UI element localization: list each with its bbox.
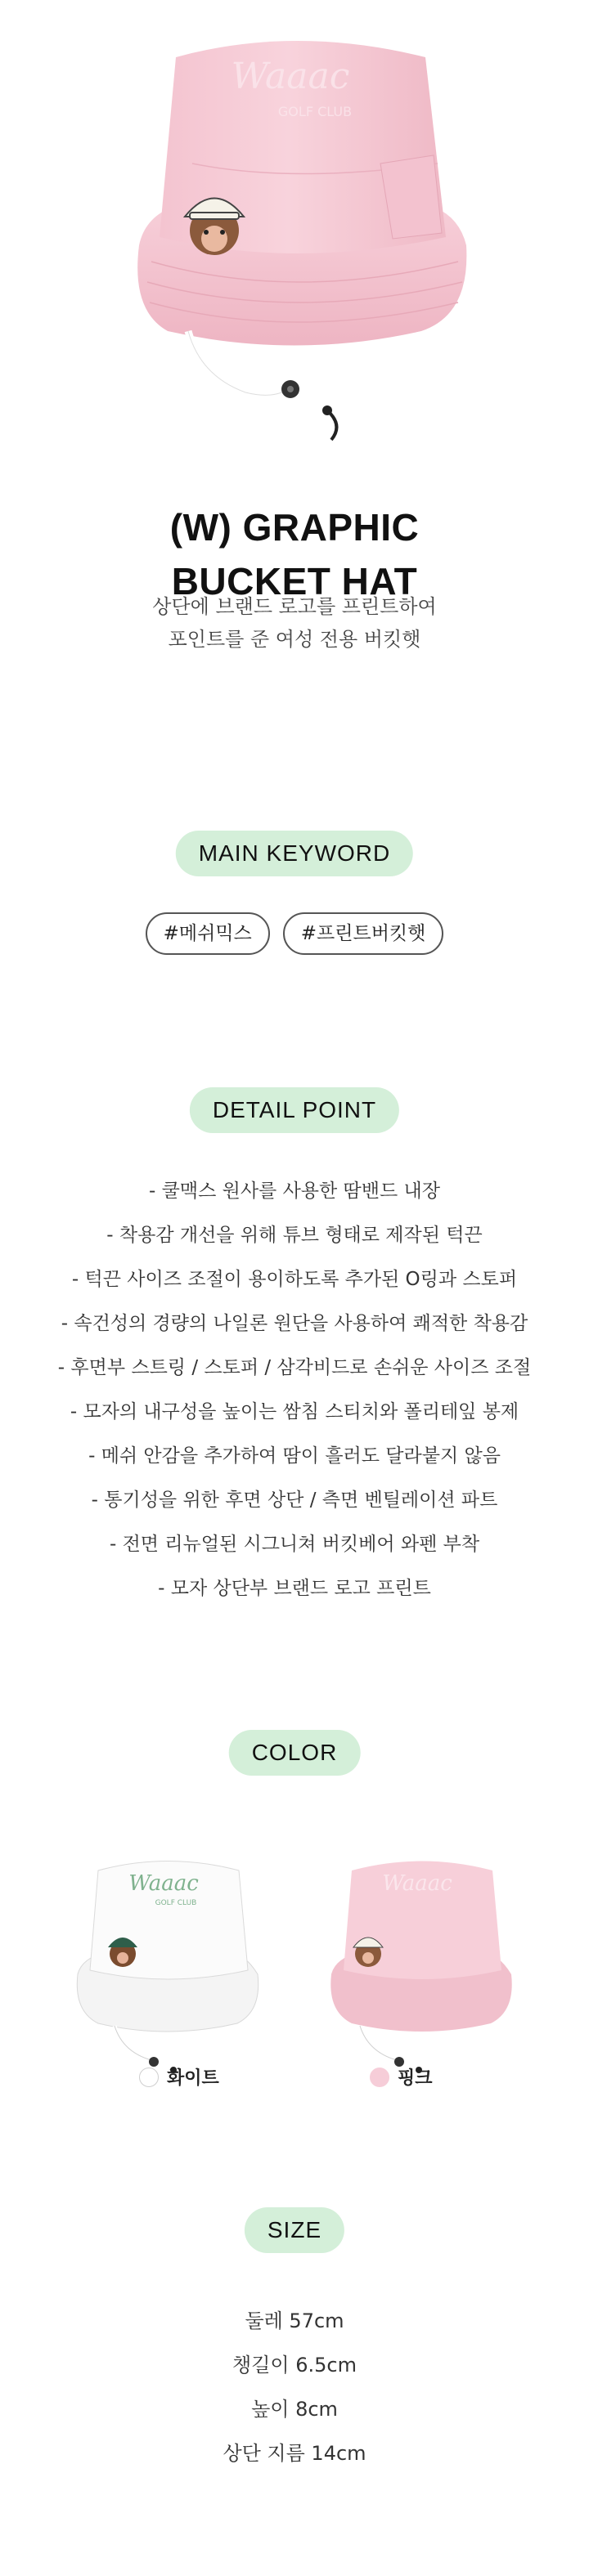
product-subtitle xyxy=(0,590,589,656)
color-option-pink xyxy=(370,2064,433,2090)
detail-line: - 모자의 내구성을 높이는 쌈침 스티치와 폴리테잎 봉제 xyxy=(70,1401,519,1422)
svg-text:GOLF CLUB: GOLF CLUB xyxy=(155,1899,197,1907)
detail-line: - 턱끈 사이즈 조절이 용이하도록 추가된 O링과 스토퍼 xyxy=(71,1269,518,1290)
size-heading: SIZE xyxy=(245,2207,344,2253)
keyword-tag-mesh-mix: #메쉬믹스 xyxy=(146,912,270,955)
white-hat-image xyxy=(77,1861,258,2074)
color-option-label: 핑크 xyxy=(398,2068,433,2089)
main-keyword-heading: MAIN KEYWORD xyxy=(176,831,413,876)
detail-point-list xyxy=(0,1169,589,1611)
pink-hat-image xyxy=(330,1861,511,2074)
detail-line: - 속건성의 경량의 나일론 원단을 사용하여 쾌적한 착용감 xyxy=(61,1313,528,1334)
subtitle-line-2: 포인트를 준 여성 전용 버킷햇 xyxy=(168,628,421,651)
color-option-white xyxy=(139,2064,219,2090)
color-heading: COLOR xyxy=(229,1730,361,1776)
title-line-2: BUCKET HAT xyxy=(171,560,418,603)
detail-line: - 메쉬 안감을 추가하여 땀이 흘러도 달라붙지 않음 xyxy=(88,1445,501,1467)
keyword-tag-print-bucket-hat: #프린트버킷햇 xyxy=(283,912,444,955)
color-options xyxy=(0,1856,589,2126)
size-list xyxy=(0,2299,589,2475)
size-line: 상단 지름 14cm xyxy=(223,2442,366,2465)
color-option-label: 화이트 xyxy=(167,2068,219,2089)
svg-text:GOLF CLUB: GOLF CLUB xyxy=(277,104,353,119)
detail-line: - 모자 상단부 브랜드 로고 프린트 xyxy=(158,1578,431,1599)
detail-point-heading: DETAIL POINT xyxy=(190,1087,399,1133)
pink-swatch-icon xyxy=(370,2068,389,2087)
svg-text:Waaac: Waaac xyxy=(382,1871,452,1896)
white-swatch-icon xyxy=(139,2068,159,2087)
detail-line: - 통기성을 위한 후면 상단 / 측면 벤틸레이션 파트 xyxy=(91,1490,498,1511)
detail-line: - 후면부 스트링 / 스토퍼 / 삼각비드로 손쉬운 사이즈 조절 xyxy=(57,1357,532,1378)
hero-hat-image xyxy=(0,0,589,474)
color-hat-images xyxy=(0,1856,589,2126)
size-line: 높이 8cm xyxy=(251,2398,338,2421)
keyword-tags xyxy=(0,912,589,955)
subtitle-line-1: 상단에 브랜드 로고를 프린트하여 xyxy=(152,595,437,618)
size-line: 챙길이 6.5cm xyxy=(232,2354,357,2377)
svg-text:Waaac: Waaac xyxy=(231,56,350,97)
svg-text:Waaac: Waaac xyxy=(128,1871,199,1896)
size-line: 둘레 57cm xyxy=(245,2309,344,2332)
detail-line: - 전면 리뉴얼된 시그니쳐 버킷베어 와펜 부착 xyxy=(109,1534,480,1555)
detail-line: - 쿨맥스 원사를 사용한 땀밴드 내장 xyxy=(149,1180,440,1202)
detail-line: - 착용감 개선을 위해 튜브 형태로 제작된 턱끈 xyxy=(106,1225,483,1246)
title-line-1: (W) GRAPHIC xyxy=(169,506,420,549)
